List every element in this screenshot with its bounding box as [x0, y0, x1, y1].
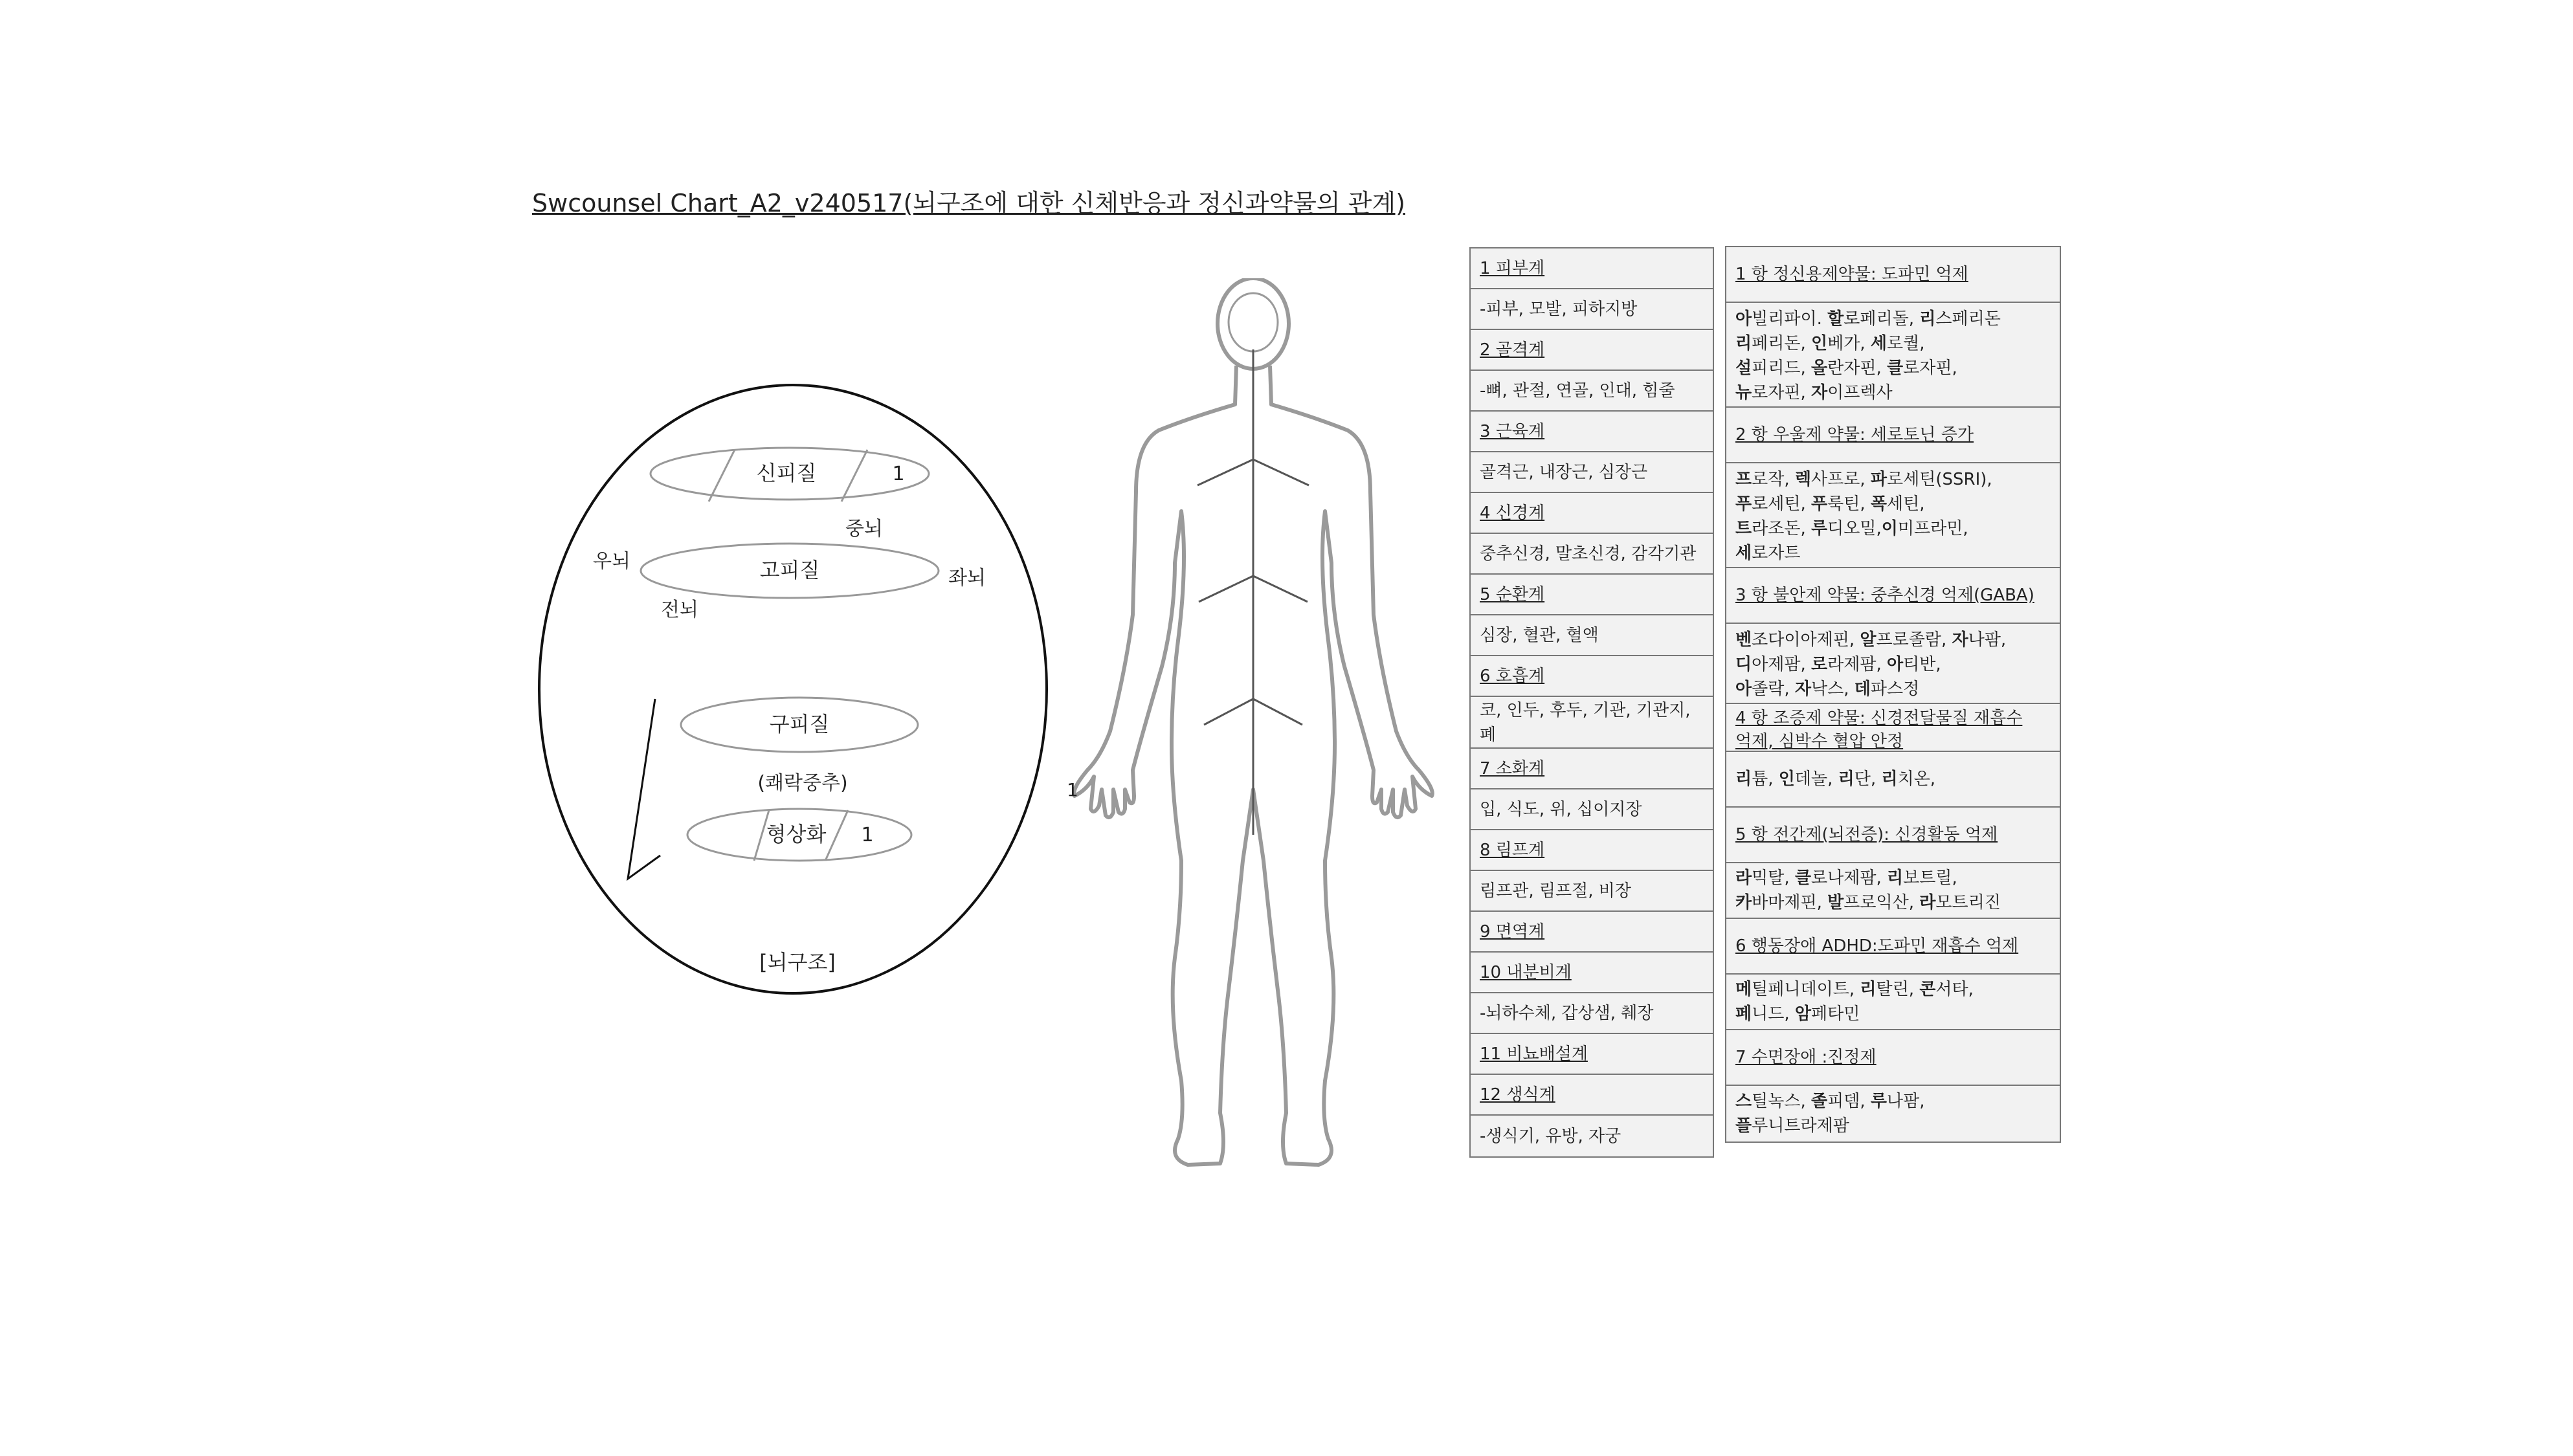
drug-rest: 미프라민, — [1897, 519, 1968, 538]
system-header — [1471, 493, 1713, 534]
drug-line — [1735, 381, 2001, 405]
drug-line — [1735, 1002, 1974, 1026]
forebrain-label: 전뇌 — [661, 599, 698, 621]
drug-rest: 피리드, — [1752, 358, 1812, 378]
drug-header-anxiolytic: 3 항 불안제 약물: 중추신경 억제(GABA) — [1726, 568, 2060, 624]
neocortex-label: 신피질 — [756, 461, 817, 485]
drug-list-adhd — [1726, 975, 2060, 1030]
drug-rest: 이프렉사 — [1827, 383, 1893, 403]
drug-rest: 낙스, — [1811, 679, 1855, 699]
lower-left-branch — [1204, 699, 1253, 725]
drug-initial: 자 — [1952, 630, 1968, 650]
drug-rest: 틸페니데이트, — [1752, 980, 1860, 999]
drug-line — [1735, 890, 2001, 915]
drug-line — [1735, 652, 2006, 677]
system-header — [1471, 656, 1713, 697]
drug-rest: 스페리돈 — [1935, 309, 2001, 329]
drug-initial: 벤 — [1735, 630, 1752, 650]
drug-initial: 클 — [1794, 868, 1812, 888]
drug-rest: 서타, — [1935, 980, 1974, 999]
drug-rest: 틸녹스, — [1752, 1092, 1812, 1111]
drug-initial: 뉴 — [1735, 383, 1752, 403]
system-text: 12 생식계 — [1480, 1085, 1555, 1105]
drug-rest: 라조돈, — [1752, 519, 1812, 538]
drug-initial: 카 — [1735, 893, 1752, 912]
system-text: 2 골격계 — [1480, 340, 1545, 360]
drug-initial: 루 — [1811, 519, 1828, 538]
drug-initial: 로 — [1811, 655, 1828, 674]
drug-rest: 베가, — [1827, 334, 1871, 353]
system-detail — [1471, 371, 1713, 412]
system-detail — [1471, 452, 1713, 493]
middle-right-branch — [1253, 576, 1308, 602]
drug-initial: 암 — [1794, 1004, 1812, 1024]
drug-rest: 치온, — [1897, 769, 1936, 789]
system-header — [1471, 412, 1713, 452]
drug-initial: 할 — [1827, 309, 1844, 329]
drug-initial: 푸 — [1735, 494, 1752, 514]
drug-rest: 보트릴, — [1903, 868, 1957, 888]
system-header — [1471, 830, 1713, 871]
drug-rest: 빌리파이. — [1752, 309, 1828, 329]
drug-list-antimanic — [1726, 752, 2060, 808]
drug-header-antipsychotic: 1 항 정신용제약물: 도파민 억제 — [1726, 247, 2060, 303]
figuration-divider-right — [825, 810, 848, 861]
system-text: 1 피부계 — [1480, 258, 1545, 278]
drug-rest: 로나제팜, — [1811, 868, 1888, 888]
system-detail — [1471, 1116, 1713, 1156]
drug-rest: 로작, — [1752, 470, 1795, 489]
system-detail — [1471, 534, 1713, 575]
drug-initial: 폭 — [1870, 494, 1888, 514]
right-brain-label: 우뇌 — [593, 550, 630, 573]
system-header — [1471, 575, 1713, 615]
drug-initial: 아 — [1887, 655, 1904, 674]
drug-rest: 프로졸람, — [1876, 630, 1952, 650]
drug-header-antidepressant: 2 항 우울제 약물: 세로토닌 증가 — [1726, 408, 2060, 463]
drug-list-sleep — [1726, 1086, 2060, 1142]
system-detail — [1471, 789, 1713, 830]
drug-initial: 세 — [1870, 334, 1888, 353]
drug-initial: 리 — [1838, 769, 1855, 789]
system-text: 9 면역계 — [1480, 921, 1545, 942]
drug-initial: 루 — [1870, 1092, 1888, 1111]
drug-list-anxiolytic — [1726, 624, 2060, 704]
drug-rest: 나팜, — [1887, 1092, 1925, 1111]
system-header — [1471, 248, 1713, 289]
drug-line — [1735, 331, 2001, 356]
drug-rest: 라제팜, — [1827, 655, 1888, 674]
system-detail — [1471, 871, 1713, 912]
paleocortex-label: 고피질 — [759, 558, 820, 582]
bracket-line — [628, 699, 660, 879]
drug-rest: 튬, — [1752, 769, 1779, 789]
drug-line — [1735, 767, 1935, 791]
drug-line — [1735, 467, 1992, 492]
neocortex-number: 1 — [892, 463, 905, 485]
drug-initial: 리 — [1735, 334, 1752, 353]
drug-initial: 아 — [1735, 679, 1752, 699]
drug-rest: 디오밀, — [1827, 519, 1882, 538]
drug-header-antimanic: 4 항 조증제 약물: 신경전달물질 재흡수 억제, 심박수 혈압 안정 — [1726, 704, 2060, 752]
drug-rest: 로자핀, — [1903, 358, 1957, 378]
drug-initial: 푸 — [1811, 494, 1828, 514]
drug-rest: 탈린, — [1876, 980, 1920, 999]
drug-initial: 인 — [1778, 769, 1795, 789]
drug-rest: 란자핀, — [1827, 358, 1888, 378]
drug-rest: 바마제핀, — [1752, 893, 1828, 912]
drug-header-adhd: 6 행동장애 ADHD:도파민 재흡수 억제 — [1726, 919, 2060, 975]
drug-initial: 자 — [1811, 383, 1828, 403]
system-text: 골격근, 내장근, 심장근 — [1480, 462, 1648, 482]
drug-initial: 라 — [1919, 893, 1936, 912]
system-detail — [1471, 615, 1713, 656]
drug-list-antiepileptic — [1726, 863, 2060, 919]
drug-initial: 렉 — [1794, 470, 1812, 489]
drug-initial: 리 — [1735, 769, 1752, 789]
system-text: 5 순환계 — [1480, 584, 1545, 604]
upper-left-branch — [1197, 459, 1253, 485]
drug-list-antipsychotic — [1726, 303, 2060, 408]
body-number-label: 1 — [1067, 779, 1078, 800]
drug-initial: 페 — [1735, 1004, 1752, 1024]
drug-initial: 졸 — [1811, 1092, 1828, 1111]
system-text: 4 신경계 — [1480, 503, 1545, 523]
drug-rest: 파스정 — [1870, 679, 1920, 699]
drug-initial: 리 — [1881, 769, 1898, 789]
drug-initial: 디 — [1735, 655, 1752, 674]
drug-initial: 스 — [1735, 1092, 1752, 1111]
drug-rest: 룩틴, — [1827, 494, 1871, 514]
drug-rest: 로세틴, — [1752, 494, 1812, 514]
system-text: 3 근육계 — [1480, 421, 1545, 441]
drug-rest: 사프로, — [1811, 470, 1871, 489]
drug-initial: 트 — [1735, 519, 1752, 538]
drug-initial: 데 — [1854, 679, 1871, 699]
drug-rest: 세틴, — [1887, 494, 1925, 514]
system-header — [1471, 749, 1713, 789]
system-text: 6 호흡계 — [1480, 666, 1545, 686]
system-text: 중추신경, 말초신경, 감각기관 — [1480, 544, 1697, 564]
drug-initial: 라 — [1735, 868, 1752, 888]
drug-initial: 올 — [1811, 358, 1828, 378]
drug-initial: 콘 — [1919, 980, 1936, 999]
brain-caption: [뇌구조] — [759, 950, 836, 975]
system-text: 심장, 혈관, 혈액 — [1480, 625, 1599, 645]
drug-rest: 프로익산, — [1843, 893, 1920, 912]
drug-initial: 알 — [1860, 630, 1877, 650]
drug-initial: 설 — [1735, 358, 1752, 378]
drug-line — [1735, 1089, 1925, 1114]
drug-line — [1735, 1114, 1925, 1138]
neocortex-divider-left — [709, 450, 735, 502]
drug-initial: 클 — [1887, 358, 1904, 378]
drug-rest: 단, — [1854, 769, 1882, 789]
human-body-figure — [1049, 278, 1463, 1184]
archicortex-label: 구피질 — [769, 712, 830, 736]
system-text: 입, 식도, 위, 십이지장 — [1480, 799, 1642, 819]
drug-initial: 아 — [1735, 309, 1752, 329]
drug-rest: 루니트라제팜 — [1752, 1116, 1849, 1136]
midbrain-label: 중뇌 — [845, 518, 883, 540]
drug-line — [1735, 977, 1974, 1002]
drug-initial: 리 — [1860, 980, 1877, 999]
drug-rest: 피뎀, — [1827, 1092, 1871, 1111]
drug-initial: 이 — [1881, 519, 1898, 538]
system-text: -생식기, 유방, 자궁 — [1480, 1126, 1621, 1146]
middle-left-branch — [1199, 576, 1253, 602]
system-header — [1471, 330, 1713, 371]
brain-structure-diagram — [531, 382, 1062, 1016]
drug-initial: 플 — [1735, 1116, 1752, 1136]
drug-initial: 자 — [1794, 679, 1812, 699]
drug-header-antiepileptic: 5 항 전간제(뇌전증): 신경활동 억제 — [1726, 808, 2060, 863]
left-brain-label: 좌뇌 — [948, 567, 986, 590]
drug-rest: 나팜, — [1968, 630, 2007, 650]
drug-initial: 리 — [1919, 309, 1936, 329]
drug-rest: 로페리돌, — [1843, 309, 1920, 329]
system-text: 코, 인두, 후두, 기관, 기관지, 폐 — [1480, 701, 1691, 745]
drug-rest: 로자트 — [1752, 544, 1801, 563]
system-header — [1471, 912, 1713, 953]
drug-initial: 발 — [1827, 893, 1844, 912]
pleasure-center-label: (쾌락중추) — [757, 772, 848, 795]
drug-initial: 메 — [1735, 980, 1752, 999]
drug-line — [1735, 516, 1992, 541]
neocortex-divider-right — [841, 450, 867, 502]
drug-rest: 졸락, — [1752, 679, 1795, 699]
drug-rest: 믹탈, — [1752, 868, 1795, 888]
drug-rest: 티반, — [1903, 655, 1941, 674]
system-header — [1471, 1034, 1713, 1075]
system-text: -뇌하수체, 갑상샘, 췌장 — [1480, 1003, 1654, 1023]
drug-rest: 페타민 — [1811, 1004, 1860, 1024]
figuration-number: 1 — [861, 824, 874, 846]
drug-line — [1735, 307, 2001, 331]
psychiatric-drugs-table — [1725, 246, 2061, 1143]
drug-initial: 리 — [1887, 868, 1904, 888]
drug-rest: 조다이아제핀, — [1752, 630, 1860, 650]
drug-line — [1735, 628, 2006, 652]
system-text: 8 림프계 — [1480, 840, 1545, 860]
upper-right-branch — [1253, 459, 1309, 485]
system-text: 7 소화계 — [1480, 758, 1545, 778]
drug-list-antidepressant — [1726, 463, 2060, 568]
system-detail — [1471, 697, 1713, 749]
drug-line — [1735, 866, 2001, 890]
drug-initial: 세 — [1735, 544, 1752, 563]
system-text: 10 내분비계 — [1480, 962, 1572, 982]
drug-line — [1735, 492, 1992, 516]
body-systems-table — [1469, 247, 1714, 1158]
system-header — [1471, 953, 1713, 993]
system-text: 림프관, 림프절, 비장 — [1480, 881, 1631, 901]
drug-line — [1735, 356, 2001, 381]
system-header — [1471, 1075, 1713, 1116]
drug-line — [1735, 541, 1992, 566]
system-text: -피부, 모발, 피하지방 — [1480, 299, 1638, 319]
drug-rest: 니드, — [1752, 1004, 1795, 1024]
figuration-label: 형상화 — [766, 822, 827, 846]
drug-rest: 모트리진 — [1935, 893, 2001, 912]
drug-line — [1735, 677, 2006, 701]
system-detail — [1471, 289, 1713, 330]
lower-right-branch — [1253, 699, 1302, 725]
chart-title: Swcounsel Chart_A2_v240517(뇌구조에 대한 신체반응과 정신과약물의 관계) — [532, 189, 1405, 217]
drug-rest: 로세틴(SSRI), — [1887, 470, 1992, 489]
drug-initial: 프 — [1735, 470, 1752, 489]
system-text: -뼈, 관절, 연골, 인대, 힘줄 — [1480, 381, 1675, 401]
drug-header-sleep: 7 수면장애 :진정제 — [1726, 1030, 2060, 1086]
drug-rest: 로퀄, — [1887, 334, 1925, 353]
face-oval — [1229, 293, 1278, 351]
drug-initial: 파 — [1870, 470, 1888, 489]
drug-rest: 데놀, — [1794, 769, 1838, 789]
system-detail — [1471, 993, 1713, 1034]
drug-rest: 아제팜, — [1752, 655, 1812, 674]
system-text: 11 비뇨배설계 — [1480, 1044, 1588, 1064]
drug-initial: 인 — [1811, 334, 1828, 353]
drug-rest: 로자핀, — [1752, 383, 1812, 403]
drug-rest: 페리돈, — [1752, 334, 1812, 353]
